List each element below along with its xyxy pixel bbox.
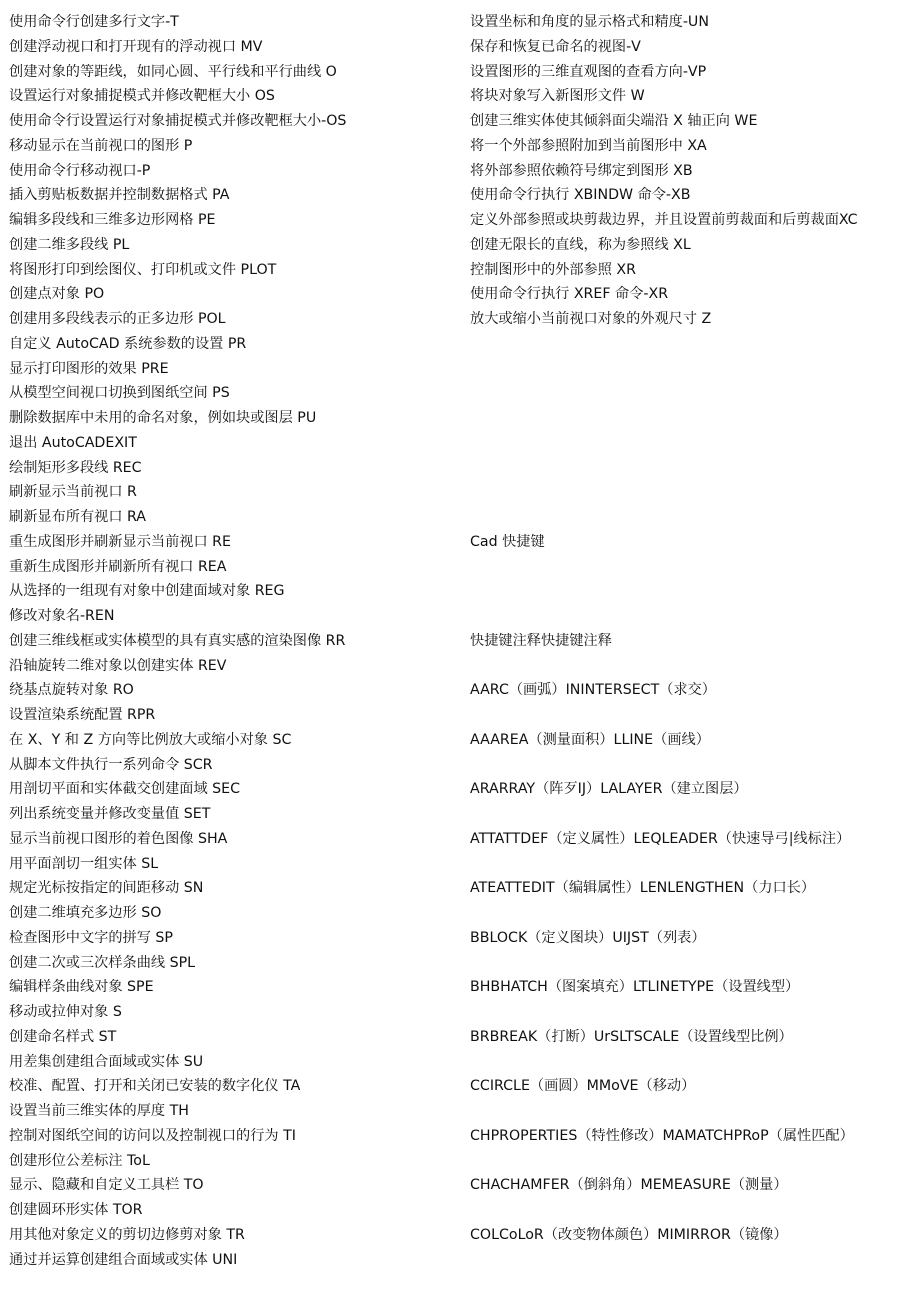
command-line: 保存和恢复已命名的视图-V — [470, 38, 641, 55]
command-line: 显示、隐藏和自定义工具栏 TO — [9, 1177, 204, 1194]
command-line: 从脚本文件执行一系列命令 SCR — [9, 756, 213, 773]
shortcut-row: AARC（画弧）ININTERSECT（求交） — [470, 682, 716, 699]
shortcut-row: COLCoLoR（改变物体颜色）MIMIRROR（镜像） — [470, 1226, 788, 1243]
right-command-list-top — [470, 10, 900, 208]
command-line: 用其他对象定义的剪切边修剪对象 TR — [9, 1226, 245, 1243]
command-line: 刷新显示当前视口 R — [9, 484, 137, 501]
command-line: 刷新显布所有视口 RA — [9, 509, 146, 525]
command-line: 将外部参照依赖符号绑定到图形 XB — [470, 162, 693, 179]
right-command-line-wrapped: 定义外部参照或块剪裁边界，并且设置前剪裁面和后剪裁面XC — [470, 212, 858, 228]
command-line: 创建命名样式 ST — [9, 1028, 117, 1045]
command-line: 使用命令行设置运行对象捕捉模式并修改靶框大小-OS — [9, 113, 347, 129]
shortcut-row: AAAREA（测量面积）LLINE（画线） — [470, 731, 710, 748]
command-line: 创建三维实体使其倾斜面尖端沿 X 轴正向 WE — [470, 113, 758, 129]
command-line: 从选择的一组现有对象中创建面域对象 REG — [9, 583, 285, 600]
command-line: 显示当前视口图形的着色图像 SHA — [9, 830, 228, 847]
command-line: 设置坐标和角度的显示格式和精度-UN — [470, 14, 709, 30]
shortcut-row: CHPROPERTIES（特性修改）MAMATCHPRoP（属性匹配） — [470, 1127, 854, 1144]
shortcut-row: BBLOCK（定义图块）UIJST（列表） — [470, 929, 706, 946]
command-line: 创建圆环形实体 TOR — [9, 1202, 143, 1218]
command-line: 创建对象的等距线，如同心圆、平行线和平行曲线 O — [9, 63, 337, 80]
command-line: 创建二维填充多边形 SO — [9, 905, 162, 921]
command-line: 设置当前三维实体的厚度 TH — [9, 1103, 189, 1119]
shortcut-list — [470, 678, 900, 1247]
command-line: 列出系统变量并修改变量值 SET — [9, 806, 211, 822]
command-line: 检查图形中文字的拼写 SP — [9, 929, 173, 946]
command-line: 创建三维线框或实体模型的具有真实感的渲染图像 RR — [9, 632, 346, 649]
command-line: 自定义 AutoCAD 系统参数的设置 PR — [9, 335, 247, 352]
command-line: 使用命令行创建多行文字-T — [9, 14, 179, 30]
command-line: 放大或缩小当前视口对象的外观尺寸 Z — [470, 311, 712, 327]
command-line: 创建点对象 PO — [9, 286, 105, 303]
command-line: 将一个外部参照附加到当前图形中 XA — [470, 137, 707, 154]
command-line: 删除数据库中未用的命名对象，例如块或图层 PU — [9, 410, 317, 426]
command-line: 创建形位公差标注 ToL — [9, 1152, 150, 1169]
command-line: 校准、配置、打开和关闭已安装的数字化仪 TA — [9, 1078, 301, 1095]
command-line: 绘制矩形多段线 REC — [9, 459, 142, 476]
command-line: 创建浮动视口和打开现有的浮动视口 MV — [9, 38, 263, 55]
shortcut-row: ARARRAY（阵歹IJ）LALAYER（建立图层） — [470, 781, 748, 798]
right-command-list-mid — [470, 233, 900, 332]
shortcut-row: BHBHATCH（图案填充）LTLINETYPE（设置线型） — [470, 979, 800, 996]
left-column — [9, 10, 449, 1272]
command-line: 使用命令行执行 XREF 命令-XR — [470, 286, 669, 303]
command-line: 用平面剖切一组实体 SL — [9, 855, 159, 872]
command-line: 移动或拉伸对象 S — [9, 1004, 122, 1020]
command-line: 创建二次或三次样条曲线 SPL — [9, 954, 196, 971]
command-line: 显示打印图形的效果 PRE — [9, 360, 169, 377]
command-line: 从模型空间视口切换到图纸空间 PS — [9, 385, 230, 402]
command-line: 移动显示在当前视口的图形 P — [9, 137, 193, 154]
shortcut-row: BRBREAK（打断）UrSLTSCALE（设置线型比例） — [470, 1028, 793, 1045]
command-line: 创建二维多段线 PL — [9, 236, 130, 253]
command-line: 重新生成图形并刷新所有视口 REA — [9, 558, 227, 575]
command-line: 设置图形的三维直观图的查看方向-VP — [470, 63, 707, 80]
command-line: 重生成图形并刷新显示当前视口 RE — [9, 533, 231, 550]
shortcut-row: ATTATTDEF（定义属性）LEQLEADER（快速导弓|线标注） — [470, 830, 851, 847]
command-line: 使用命令行执行 XBINDW 命令-XB — [470, 187, 691, 204]
table-header: 快捷键注释快捷键注释 — [470, 632, 612, 649]
command-line: 控制对图纸空间的访问以及控制视口的行为 TI — [9, 1127, 296, 1144]
command-line: 编辑多段线和三维多边形网格 PE — [9, 212, 216, 228]
command-line: 使用命令行移动视口-P — [9, 162, 151, 179]
command-line: 插入剪贴板数据并控制数据格式 PA — [9, 187, 230, 204]
command-line: 规定光标按指定的间距移动 SN — [9, 880, 204, 897]
command-line: 通过并运算创建组合面域或实体 UNI — [9, 1251, 238, 1268]
section-title: Cad 快捷键 — [470, 533, 545, 550]
shortcut-row: CHACHAMFER（倒斜角）MEMEASURE（测量） — [470, 1177, 788, 1194]
right-column — [470, 10, 900, 1248]
command-line: 修改对象名-REN — [9, 608, 115, 624]
command-line: 将图形打印到绘图仪、打印机或文件 PLOT — [9, 261, 277, 278]
command-line: 创建无限长的直线，称为参照线 XL — [470, 236, 691, 253]
command-line: 编辑样条曲线对象 SPE — [9, 979, 154, 996]
command-line: 沿轴旋转二维对象以创建实体 REV — [9, 657, 227, 674]
command-line: 创建用多段线表示的正多边形 POL — [9, 311, 226, 327]
command-line: 绕基点旋转对象 RO — [9, 682, 134, 699]
command-line: 用差集创建组合面域或实体 SU — [9, 1053, 204, 1070]
command-line: 将块对象写入新图形文件 W — [470, 88, 645, 105]
shortcut-row: CCIRCLE（画圆）MMoVE（移动） — [470, 1078, 696, 1095]
command-line: 在 X、Y 和 Z 方向等比例放大或缩小对象 SC — [9, 731, 292, 748]
shortcut-row: ATEATTEDIT（编辑属性）LENLENGTHEN（力口长） — [470, 880, 816, 897]
command-line: 设置渲染系统配置 RPR — [9, 707, 156, 723]
command-line: 控制图形中的外部参照 XR — [470, 261, 636, 278]
command-line: 退出 AutoCADEXIT — [9, 434, 137, 451]
command-line: 用剖切平面和实体截交创建面域 SEC — [9, 781, 241, 798]
command-line: 设置运行对象捕捉模式并修改靶框大小 OS — [9, 88, 275, 105]
